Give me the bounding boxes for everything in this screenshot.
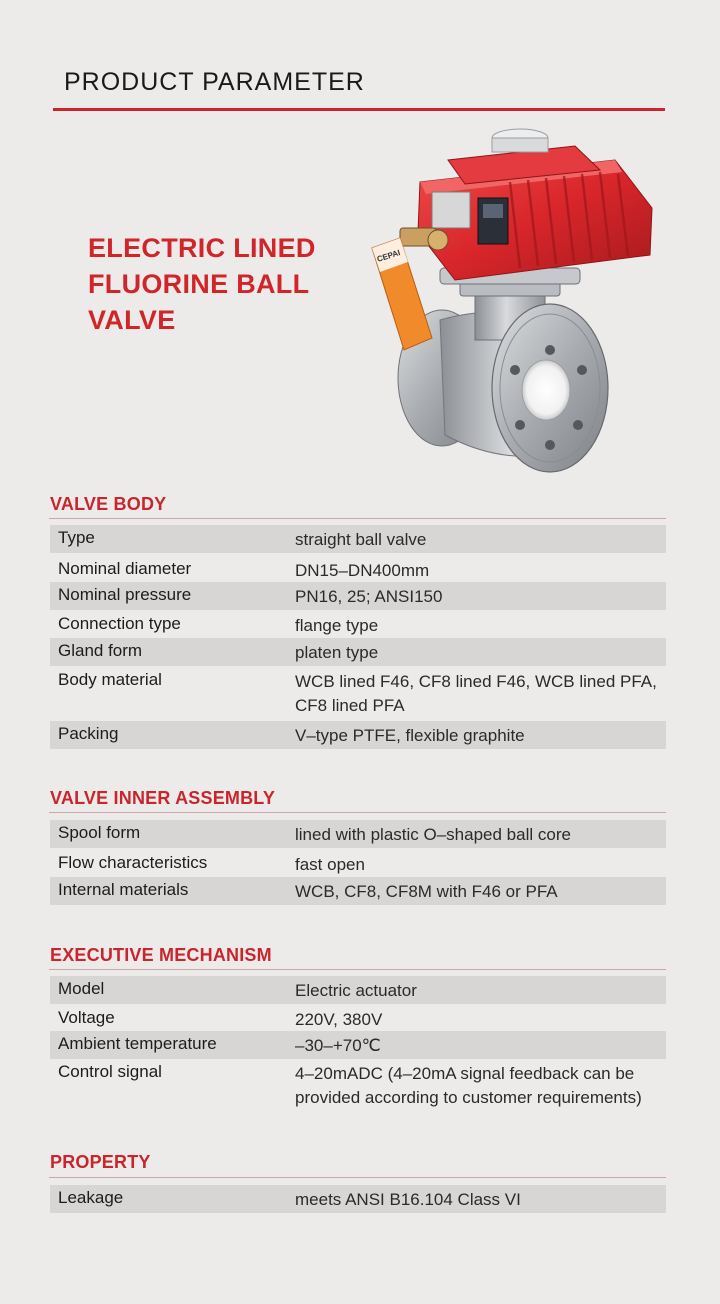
param-row-nominal-pressure	[50, 582, 666, 610]
section-divider	[49, 518, 666, 519]
param-value: platen type	[295, 643, 379, 662]
param-label: Voltage	[58, 1008, 115, 1027]
section-divider	[49, 812, 666, 813]
param-label: Internal materials	[58, 880, 189, 899]
param-row-ambient-temperature	[50, 1031, 666, 1059]
param-value: V–type PTFE, flexible graphite	[295, 726, 525, 745]
param-row-control-signal	[50, 1062, 666, 1110]
param-row-model	[50, 976, 666, 1004]
tag-text: CEPAI	[375, 247, 402, 264]
param-value: WCB, CF8, CF8M with F46 or PFA	[295, 882, 558, 901]
param-label: Connection type	[58, 614, 181, 633]
section-title: VALVE INNER ASSEMBLY	[50, 788, 276, 808]
param-row-leakage	[50, 1185, 666, 1213]
param-value: flange type	[295, 616, 379, 635]
param-row-connection-type	[50, 614, 666, 638]
param-row-internal-materials	[50, 877, 666, 905]
param-row-flow-characteristics	[50, 853, 666, 877]
param-label: Nominal pressure	[58, 585, 192, 604]
param-label: Gland form	[58, 641, 143, 660]
param-value: WCB lined F46, CF8 lined F46, WCB lined PFA, CF8 lined PFA	[295, 672, 657, 715]
section-title: VALVE BODY	[50, 494, 167, 514]
param-label: Nominal diameter	[58, 559, 192, 578]
title-underline	[53, 108, 665, 111]
param-label: Type	[58, 528, 95, 547]
param-row-type	[50, 525, 666, 553]
param-label: Leakage	[58, 1188, 124, 1207]
param-value: PN16, 25; ANSI150	[295, 587, 443, 606]
param-row-body-material	[50, 670, 666, 718]
param-label: Body material	[58, 670, 162, 689]
param-row-packing	[50, 721, 666, 749]
section-divider	[49, 969, 666, 970]
valve-product-image	[360, 120, 680, 500]
product-name: ELECTRIC LINED FLUORINE BALL VALVE	[88, 233, 316, 335]
param-label: Ambient temperature	[58, 1034, 217, 1053]
param-label: Packing	[58, 724, 119, 743]
param-label: Model	[58, 979, 105, 998]
param-row-nominal-diameter	[50, 559, 666, 583]
page-title: PRODUCT PARAMETER	[64, 68, 365, 96]
param-value: lined with plastic O–shaped ball core	[295, 825, 571, 844]
param-label: Control signal	[58, 1062, 162, 1081]
param-value: meets ANSI B16.104 Class VI	[295, 1190, 521, 1209]
section-title: EXECUTIVE MECHANISM	[50, 945, 272, 965]
param-value: 220V, 380V	[295, 1010, 383, 1029]
param-value: –30–+70℃	[295, 1036, 381, 1055]
param-row-gland-form	[50, 638, 666, 666]
param-label: Flow characteristics	[58, 853, 208, 872]
param-value: straight ball valve	[295, 530, 427, 549]
param-value: DN15–DN400mm	[295, 561, 430, 580]
section-divider	[49, 1177, 666, 1178]
param-row-voltage	[50, 1008, 666, 1032]
param-label: Spool form	[58, 823, 141, 842]
param-value: 4–20mADC (4–20mA signal feedback can be provided according to customer requirements)	[295, 1064, 642, 1107]
param-value: fast open	[295, 855, 365, 874]
param-row-spool-form	[50, 820, 666, 848]
section-title: PROPERTY	[50, 1152, 151, 1172]
param-value: Electric actuator	[295, 981, 417, 1000]
